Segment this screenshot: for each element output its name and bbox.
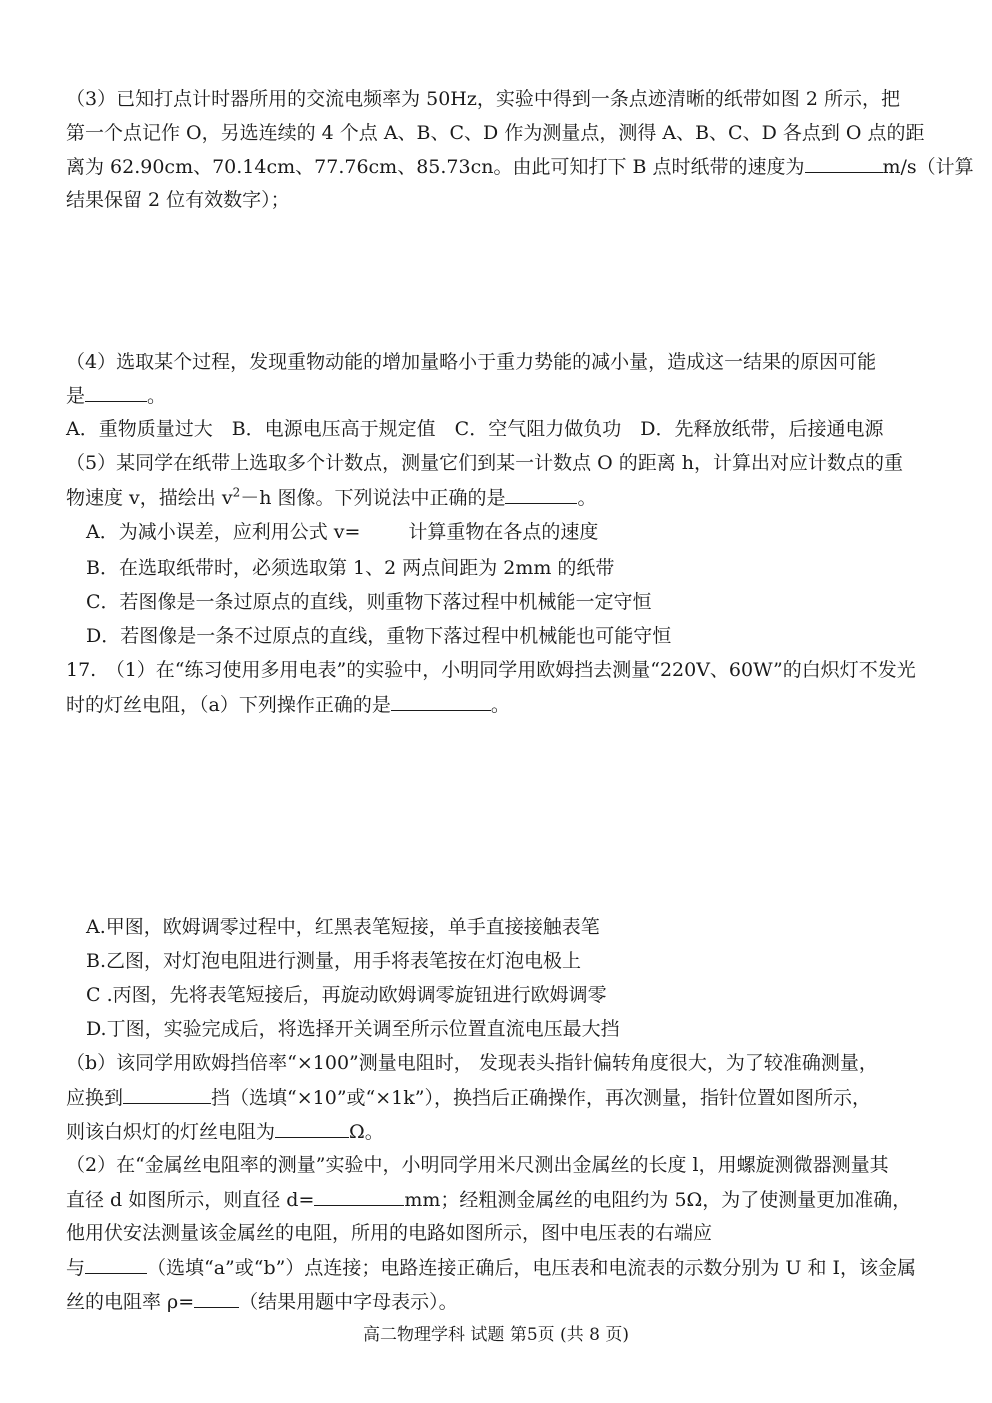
q5-line-2-end: 。	[577, 487, 597, 509]
q17-2-line-4-text-b: （选填“a”或“b”）点连接；电路连接正确后，电压表和电流表的示数分别为 U 和 I，该金属	[147, 1257, 916, 1279]
q5-line-2-text-b: －h 图像。下列说法中正确的是	[240, 487, 506, 509]
q17-line-1: 17. （1）在“练习使用多用电表”的实验中，小明同学用欧姆挡去测量“220V、60W”的白炽灯不发光	[66, 659, 916, 681]
q3-line-3-text: 离为 62.90cm、70.14cm、77.76cm、85.73cn。由此可知打下 B 点时纸带的速度为	[66, 156, 805, 178]
q17-line-2-text: 时的灯丝电阻，（a）下列操作正确的是	[66, 694, 391, 716]
q17b-line-2	[66, 1084, 936, 1111]
q5-option-b: B．在选取纸带时，必须选取第 1、2 两点间距为 2mm 的纸带	[86, 557, 615, 579]
answer-blank-b-speed	[805, 153, 883, 173]
q17-option-a: A.甲图，欧姆调零过程中，红黑表笔短接，单手直接接触表笔	[86, 916, 600, 938]
page-footer: 高二物理学科 试题 第5页 (共 8 页)	[363, 1325, 629, 1345]
q5-option-a	[86, 519, 956, 545]
answer-blank-q17a	[391, 691, 491, 711]
q17-2-line-5-text-b: （结果用题中字母表示）。	[239, 1291, 458, 1313]
q17-2-line-3: 他用伏安法测量该金属丝的电阻，所用的电路如图所示，图中电压表的右端应	[66, 1222, 713, 1244]
q17-2-line-1: （2）在“金属丝电阻率的测量”实验中，小明同学用米尺测出金属丝的长度 l，用螺旋测微器测量其	[66, 1154, 889, 1176]
answer-blank-range	[123, 1084, 211, 1104]
q17-2-line-2-text: 直径 d 如图所示，则直径 d=	[66, 1189, 315, 1211]
q3-line-3	[66, 153, 974, 180]
answer-blank-diameter	[314, 1186, 404, 1206]
q17-2-line-5	[66, 1288, 936, 1315]
q17b-line-3	[66, 1118, 936, 1145]
q5-option-c: C．若图像是一条过原点的直线，则重物下落过程中机械能一定守恒	[86, 591, 652, 613]
q5-option-a-text: A．为减小误差，应利用公式 v=	[86, 521, 361, 543]
q4-line-2-text: 是	[66, 385, 86, 407]
q17-option-b: B.乙图，对灯泡电阻进行测量，用手将表笔按在灯泡电极上	[86, 950, 582, 972]
q17b-line-2-text: 应换到	[66, 1087, 124, 1109]
q17-line-2	[66, 691, 936, 718]
q17-2-line-4-text: 与	[66, 1257, 86, 1279]
q4-line-2-end: 。	[147, 385, 167, 407]
q17-2-line-5-text: 丝的电阻率 ρ=	[66, 1291, 195, 1313]
q4-line-1: （4）选取某个过程，发现重物动能的增加量略小于重力势能的减小量，造成这一结果的原因可能	[66, 351, 877, 373]
q5-option-a-text-b: 计算重物在各点的速度	[408, 521, 599, 543]
q17b-line-3-unit: Ω。	[349, 1121, 384, 1143]
q17-2-line-4	[66, 1254, 936, 1281]
q5-superscript: 2	[232, 485, 241, 500]
q17-2-line-2-text-b: mm；经粗测金属丝的电阻约为 5Ω，为了使测量更加准确，	[404, 1189, 912, 1211]
answer-blank-q5	[505, 484, 577, 504]
answer-blank-resistance	[275, 1118, 349, 1138]
q3-line-4: 结果保留 2 位有效数字）；	[66, 189, 290, 211]
q3-line-3-unit: m/s（计算	[882, 156, 974, 178]
q17b-line-2-text-b: 挡（选填“×10”或“×1k”），换挡后正确操作，再次测量，指针位置如图所示，	[211, 1087, 871, 1109]
q3-line-2: 第一个点记作 O，另选连续的 4 个点 A、B、C、D 作为测量点，测得 A、B、C、D 各点到 O 点的距	[66, 122, 925, 144]
q17-option-c: C .丙图，先将表笔短接后，再旋动欧姆调零旋钮进行欧姆调零	[86, 984, 607, 1006]
q17-line-2-end: 。	[490, 694, 510, 716]
q4-options: A．重物质量过大 B．电源电压高于规定值 C．空气阻力做负功 D．先释放纸带，后接通电源	[66, 418, 884, 440]
q4-line-2	[66, 382, 936, 409]
q5-line-1: （5）某同学在纸带上选取多个计数点，测量它们到某一计数点 O 的距离 h，计算出对应计数点的重	[66, 452, 904, 474]
q3-line-1: （3）已知打点计时器所用的交流电频率为 50Hz，实验中得到一条点迹清晰的纸带如图 2 所示，把	[66, 88, 901, 110]
answer-blank-connection	[85, 1254, 147, 1274]
q5-line-2-text: 物速度 v，描绘出 v	[66, 487, 233, 509]
answer-blank-resistivity	[194, 1288, 239, 1308]
answer-blank-q4	[85, 382, 147, 402]
q17-2-line-2	[66, 1186, 936, 1213]
q5-line-2	[66, 484, 936, 511]
q17-option-d: D.丁图，实验完成后，将选择开关调至所示位置直流电压最大挡	[86, 1018, 620, 1040]
q17b-line-3-text: 则该白炽灯的灯丝电阻为	[66, 1121, 276, 1143]
q5-option-d: D．若图像是一条不过原点的直线，重物下落过程中机械能也可能守恒	[86, 625, 672, 647]
q17b-line-1: （b）该同学用欧姆挡倍率“×100”测量电阻时， 发现表头指针偏转角度很大，为了较准确测量，	[66, 1052, 878, 1074]
